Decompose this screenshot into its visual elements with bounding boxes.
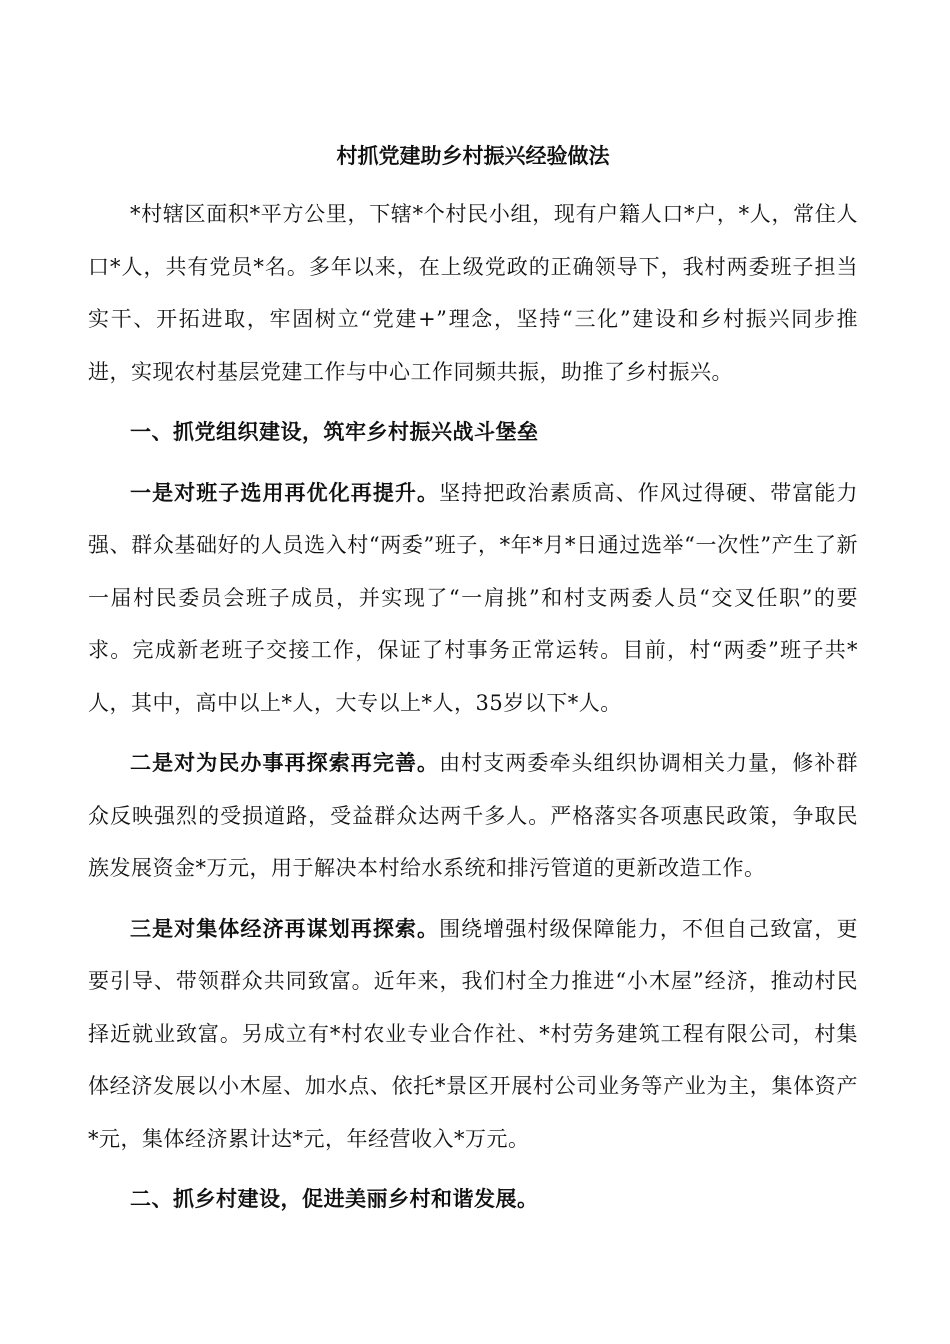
paragraph-lead: 二是对为民办事再探索再完善。 [130, 750, 440, 775]
intro-paragraph: *村辖区面积*平方公里，下辖*个村民小组，现有户籍人口*户，*人，常住人口*人，共有党员*名。多年以来，在上级党政的正确领导下，我村两委班子担当实干、开拓进取，牢固树立“党建+”理念，坚持“三化”建设和乡村振兴同步推进，实现农村基层党建工作与中心工作同频共振，助推了乡村振兴。 [88, 202, 858, 384]
section-heading-2: 二、抓乡村建设，促进美丽乡村和谐发展。 [130, 1186, 539, 1211]
paragraph-text: 坚持把政治素质高、作风过得硬、带富能力强、群众基础好的人员选入村“两委”班子，*年*月*日通过选举“一次性”产生了新一届村民委员会班子成员，并实现了“一肩挑”和村支两委人员“交叉任职”的要求。完成新老班子交接工作，保证了村事务正常运转。目前，村“两委”班子共*人，其中，高中以上*人，大专以上*人，35岁以下*人。 [88, 480, 858, 715]
document-body [88, 132, 858, 1234]
paragraph-lead: 一是对班子选用再优化再提升。 [130, 479, 440, 505]
document-title: 村抓党建助乡村振兴经验做法 [336, 143, 610, 168]
paragraph-team-selection [88, 467, 858, 730]
paragraph-text: 由村支两委牵头组织协调相关力量，修补群众反映强烈的受损道路，受益群众达两千多人。严格落实各项惠民政策，争取民族发展资金*万元，用于解决本村给水系统和排污管道的更新改造工作。 [88, 751, 858, 880]
paragraph-lead: 三是对集体经济再谋划再探索。 [130, 915, 440, 941]
paragraph-public-service [88, 737, 858, 895]
paragraph-collective-economy [88, 903, 858, 1166]
section-heading-1: 一、抓党组织建设，筑牢乡村振兴战斗堡垒 [130, 419, 539, 444]
paragraph-text: 围绕增强村级保障能力，不但自己致富，更要引导、带领群众共同致富。近年来，我们村全力推进“小木屋”经济，推动村民择近就业致富。另成立有*村农业专业合作社、*村劳务建筑工程有限公司，村集体经济发展以小木屋、加水点、依托*景区开展村公司业务等产业为主，集体资产*元，集体经济累计达*元，年经营收入*万元。 [88, 916, 858, 1151]
